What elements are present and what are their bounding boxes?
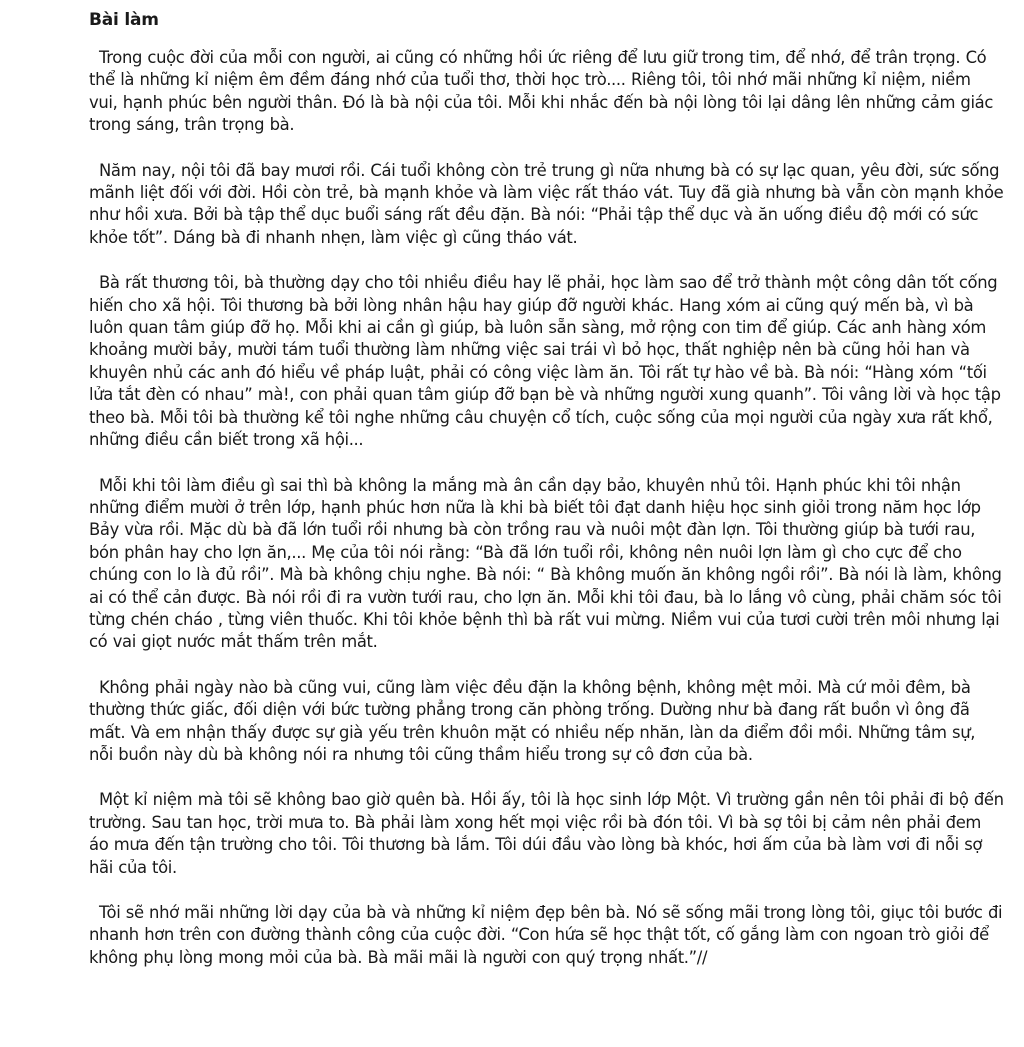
paragraph-5: Không phải ngày nào bà cũng vui, cũng làm việc đều đặn la không bệnh, không mệt mỏi. Mà cứ mỏi đêm, bà thường thức giấc, đối diện với bức tường phẳng trong căn phòng trống. Dường như bà đang rất buồn vì ông đã mất. Và em nhận thấy được sự già yếu trên khuôn mặt có nhiều nếp nhăn, làn da điểm đồi mồi. Những tâm sự, nỗi buồn này dù bà không nói ra nhưng tôi cũng thầm hiểu trong sự cô đơn của bà. [89,677,976,764]
paragraph-4: Mỗi khi tôi làm điều gì sai thì bà không la mắng mà ân cần dạy bảo, khuyên nhủ tôi. Hạnh phúc khi tôi nhận những điểm mười ở trên lớp, hạnh phúc hơn nữa là khi bà biết tôi đạt danh hiệu học sinh giỏi trong năm học lớp Bảy vừa rồi. Mặc dù bà đã lớn tuổi rồi nhưng bà còn trồng rau và nuôi một đàn lợn. Tôi thường giúp bà tưới rau, bón phân hay cho lợn ăn,... Mẹ của tôi nói rằng: “Bà đã lớn tuổi rồi, không nên nuôi lợn làm gì cho cực để cho chúng con lo là đủ rồi”. Mà bà không chịu nghe. Bà nói: “ Bà không muốn ăn không ngồi rồi”. Bà nói là làm, không ai có thể cản được. Bà nói rồi đi ra vườn tưới rau, cho lợn ăn. Mỗi khi tôi đau, bà lo lắng vô cùng, phải chăm sóc tôi từng chén cháo , từng viên thuốc. Khi tôi khỏe bệnh thì bà rất vui mừng. Niềm vui của tươi cười trên môi nhưng lại có vai giọt nước mắt thấm trên mắt. [89,475,1002,652]
essay-title: Bài làm [89,10,159,30]
paragraph-3: Bà rất thương tôi, bà thường dạy cho tôi nhiều điều hay lẽ phải, học làm sao để trở thành một công dân tốt cống hiến cho xã hội. Tôi thương bà bởi lòng nhân hậu hay giúp đỡ người khác. Hang xóm ai cũng quý mến bà, vì bà luôn quan tâm giúp đỡ họ. Mỗi khi ai cần gì giúp, bà luôn sẵn sàng, mở rộng con tim để giúp. Các anh hàng xóm khoảng mười bảy, mười tám tuổi thường làm những việc sai trái vì bỏ học, thất nghiệp nên bà cũng hỏi han và khuyên nhủ các anh đó hiểu về pháp luật, phải có công việc làm ăn. Tôi rất tự hào về bà. Bà nói: “Hàng xóm “tối lửa tắt đèn có nhau” mà!, con phải quan tâm giúp đỡ bạn bè và những người xung quanh”. Tôi vâng lời và học tập theo bà. Mỗi tôi bà thường kể tôi nghe những câu chuyện cổ tích, cuộc sống của mọi người của ngày xưa rất khổ, những điều cần biết trong xã hội... [89,273,1001,450]
paragraph-6: Một kỉ niệm mà tôi sẽ không bao giờ quên bà. Hồi ấy, tôi là học sinh lớp Một. Vì trường gần nên tôi phải đi bộ đến trường. Sau tan học, trời mưa to. Bà phải làm xong hết mọi việc rồi bà đón tôi. Vì bà sợ tôi bị cảm nên phải đem áo mưa đến tận trường cho tôi. Tôi thương bà lắm. Tôi dúi đầu vào lòng bà khóc, hơi ấm của bà làm vơi đi nỗi sợ hãi của tôi. [89,790,1004,877]
paragraph-1: Trong cuộc đời của mỗi con người, ai cũng có những hồi ức riêng để lưu giữ trong tim, để nhớ, để trân trọng. Có thể là những kỉ niệm êm đềm đáng nhớ của tuổi thơ, thời học trò.... Riêng tôi, tôi nhớ mãi những kỉ niệm, niềm vui, hạnh phúc bên người thân. Đó là bà nội của tôi. Mỗi khi nhắc đến bà nội lòng tôi lại dâng lên những cảm giác trong sáng, trân trọng bà. [89,48,994,135]
paragraph-2: Năm nay, nội tôi đã bay mươi rồi. Cái tuổi không còn trẻ trung gì nữa nhưng bà có sự lạc quan, yêu đời, sức sống mãnh liệt đối với đời. Hồi còn trẻ, bà mạnh khỏe và làm việc rất tháo vát. Tuy đã già nhưng bà vẫn còn mạnh khỏe như hồi xưa. Bởi bà tập thể dục buổi sáng rất đều đặn. Bà nói: “Phải tập thể dục và ăn uống điều độ mới có sức khỏe tốt”. Dáng bà đi nhanh nhẹn, làm việc gì cũng tháo vát. [89,160,1004,247]
paragraph-7: Tôi sẽ nhớ mãi những lời dạy của bà và những kỉ niệm đẹp bên bà. Nó sẽ sống mãi trong lòng tôi, giục tôi bước đi nhanh hơn trên con đường thành công của cuộc đời. “Con hứa sẽ học thật tốt, cố gắng làm con ngoan trò giỏi để không phụ lòng mong mỏi của bà. Bà mãi mãi là người con quý trọng nhất.”// [89,903,1003,967]
